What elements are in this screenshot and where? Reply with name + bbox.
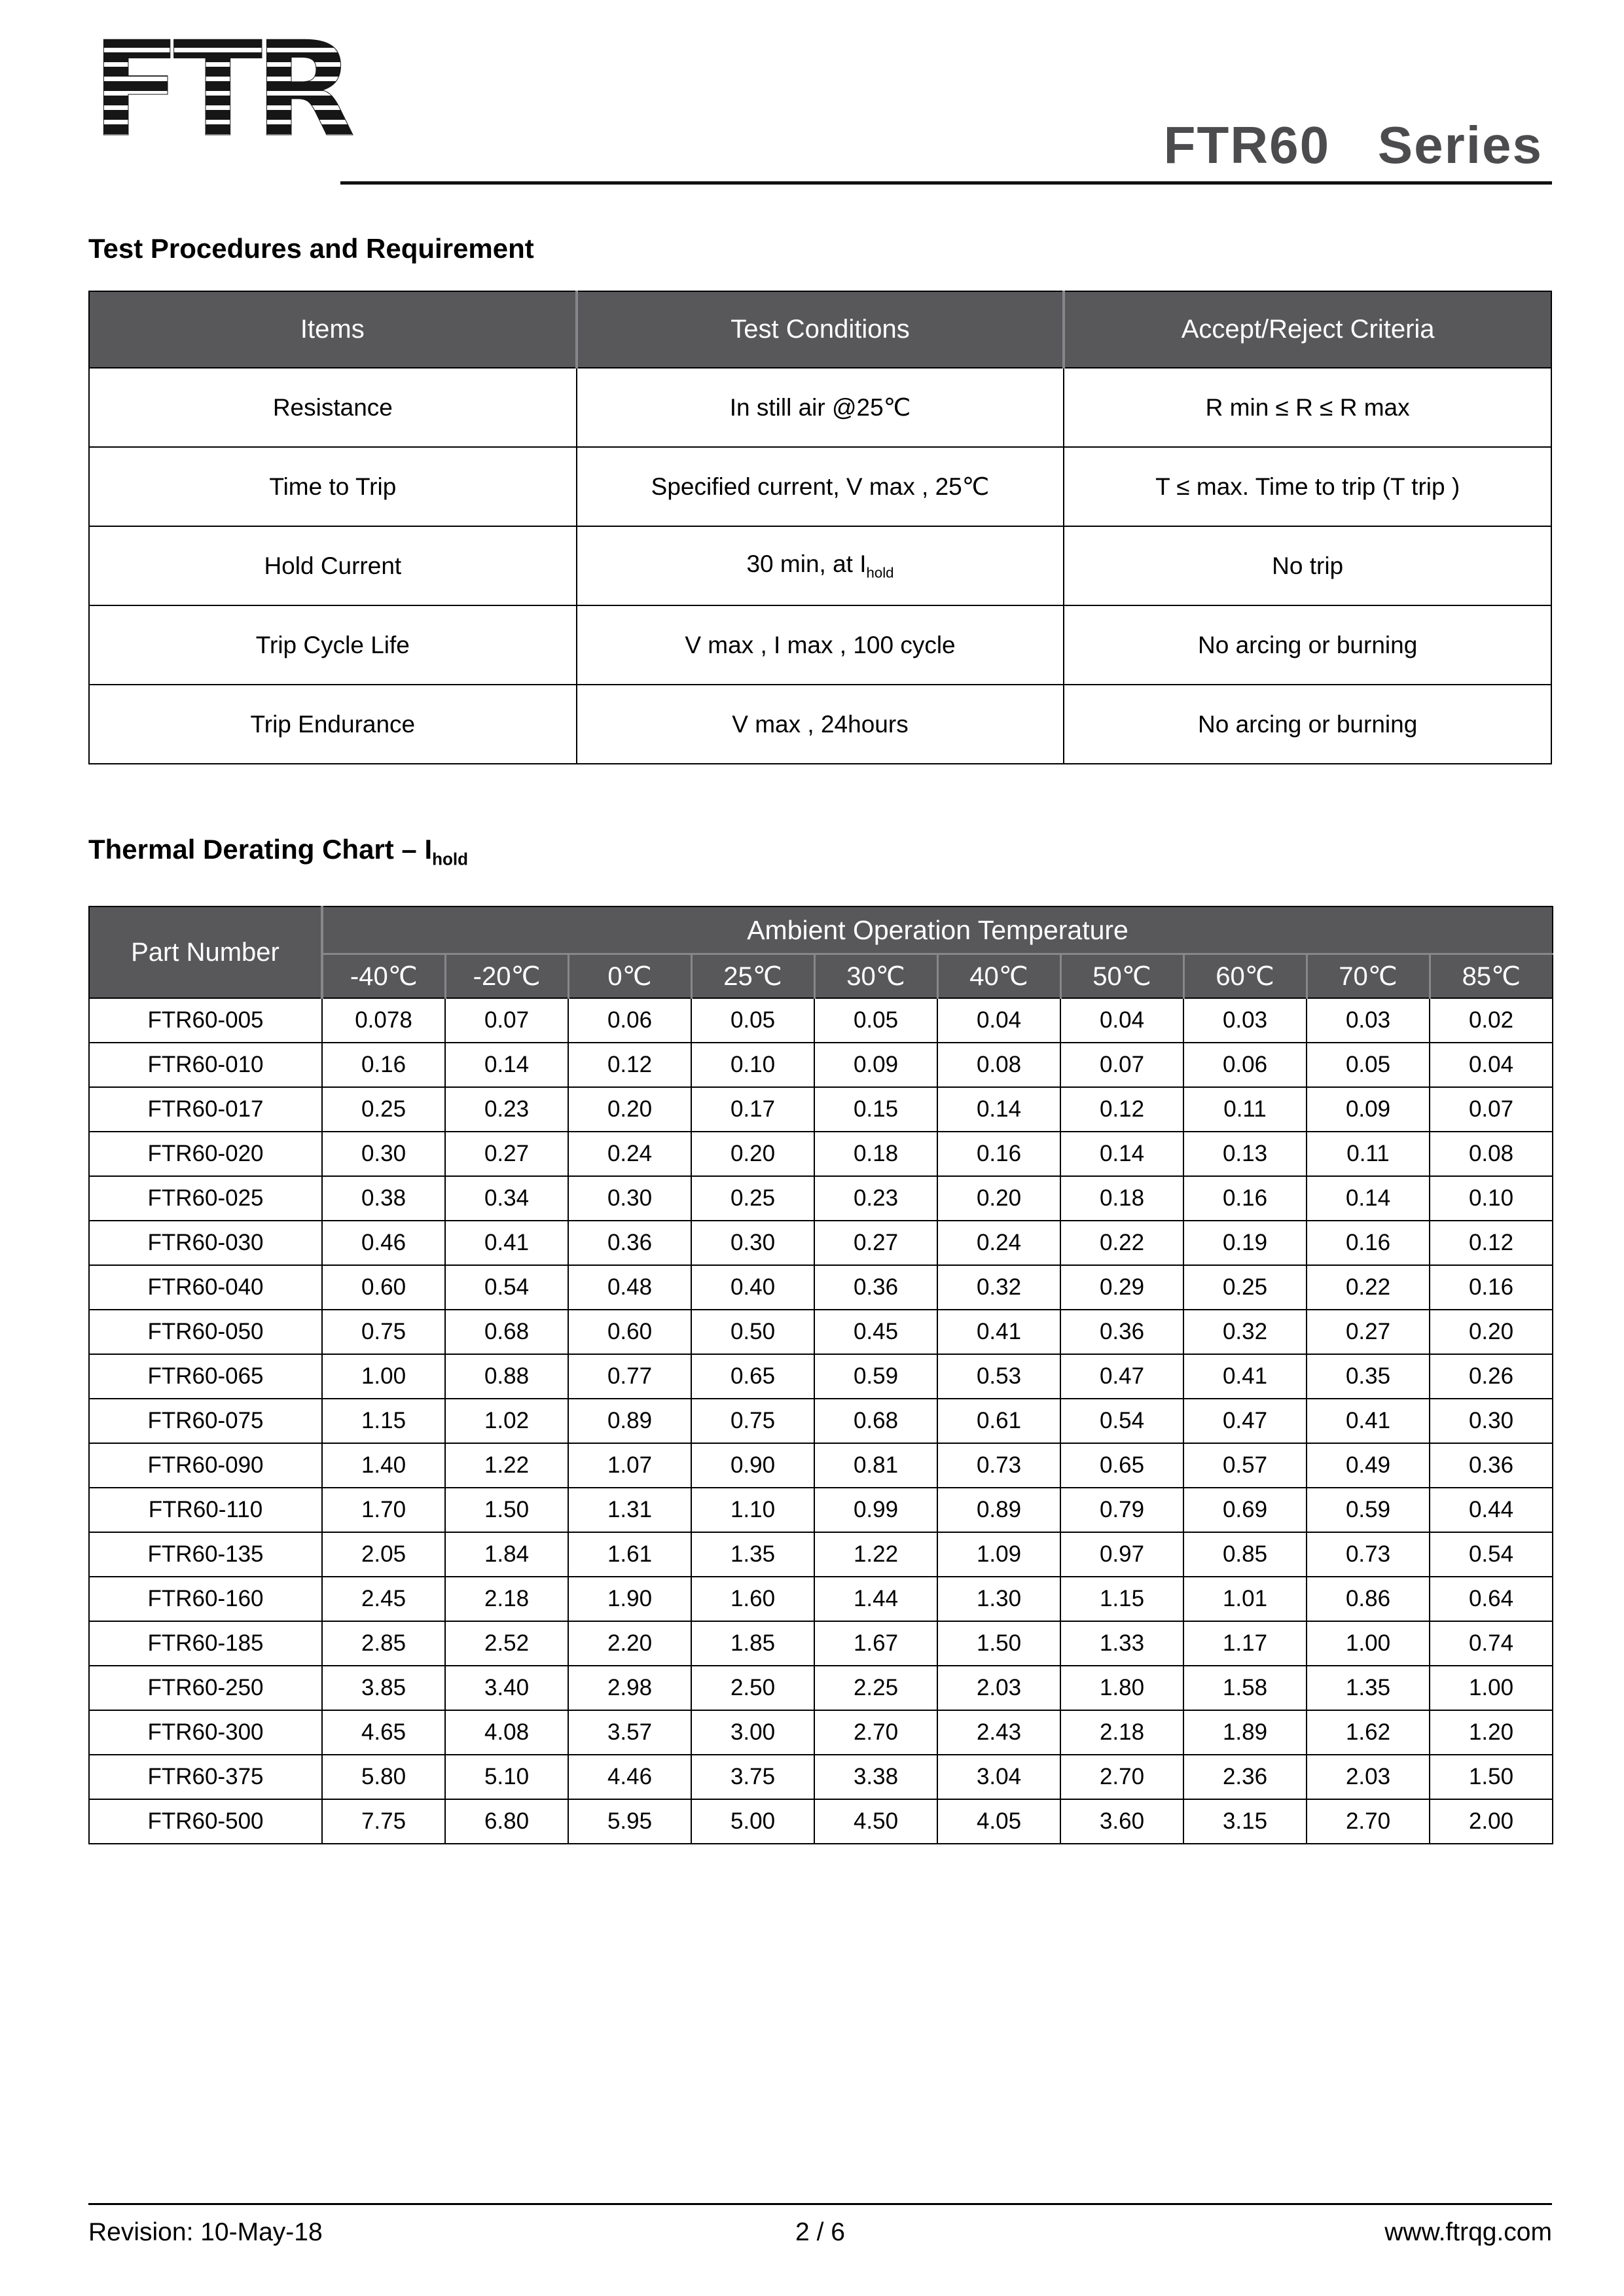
derating-value-cell: 0.05 — [691, 998, 814, 1043]
derating-value-cell: 1.00 — [1430, 1666, 1553, 1710]
derating-value-cell: 0.30 — [1430, 1399, 1553, 1443]
derating-row — [89, 1799, 1553, 1844]
derating-value-cell: 0.11 — [1183, 1087, 1307, 1132]
derating-value-cell: 1.00 — [1307, 1621, 1430, 1666]
derating-value-cell: 2.05 — [322, 1532, 445, 1577]
derating-row — [89, 1132, 1553, 1176]
derating-value-cell: 0.30 — [691, 1221, 814, 1265]
derating-value-cell: 3.15 — [1183, 1799, 1307, 1844]
test-condition-cell: V max , I max , 100 cycle — [577, 605, 1064, 685]
derating-value-cell: 0.02 — [1430, 998, 1553, 1043]
derating-value-cell: 5.80 — [322, 1755, 445, 1799]
derating-value-cell: 1.62 — [1307, 1710, 1430, 1755]
derating-row — [89, 1310, 1553, 1354]
derating-value-cell: 1.50 — [445, 1488, 568, 1532]
part-number-cell: FTR60-020 — [89, 1132, 322, 1176]
part-number-cell: FTR60-135 — [89, 1532, 322, 1577]
derating-value-cell: 0.24 — [568, 1132, 691, 1176]
derating-value-cell: 0.12 — [568, 1043, 691, 1087]
derating-value-cell: 0.08 — [1430, 1132, 1553, 1176]
derating-value-cell: 0.14 — [937, 1087, 1060, 1132]
part-number-header: Part Number — [89, 906, 322, 998]
test-criteria-cell: T ≤ max. Time to trip (T trip ) — [1064, 447, 1551, 526]
derating-row — [89, 1488, 1553, 1532]
derating-value-cell: 0.12 — [1430, 1221, 1553, 1265]
derating-value-cell: 0.08 — [937, 1043, 1060, 1087]
derating-value-cell: 0.07 — [1430, 1087, 1553, 1132]
derating-value-cell: 0.36 — [1060, 1310, 1183, 1354]
ambient-temp-group-header: Ambient Operation Temperature — [322, 906, 1553, 954]
derating-row — [89, 1621, 1553, 1666]
derating-value-cell: 1.44 — [814, 1577, 937, 1621]
derating-value-cell: 0.15 — [814, 1087, 937, 1132]
part-number-cell: FTR60-375 — [89, 1755, 322, 1799]
derating-value-cell: 0.32 — [937, 1265, 1060, 1310]
derating-value-cell: 1.20 — [1430, 1710, 1553, 1755]
series-title: FTR60 Series — [1163, 116, 1543, 174]
temp-header-cell: 30℃ — [814, 954, 937, 998]
test-item-cell: Hold Current — [89, 526, 577, 605]
derating-value-cell: 0.41 — [1183, 1354, 1307, 1399]
temp-header-cell: 40℃ — [937, 954, 1060, 998]
test-table-head — [89, 291, 1551, 368]
temp-header-cell: -20℃ — [445, 954, 568, 998]
derating-value-cell: 0.47 — [1183, 1399, 1307, 1443]
derating-value-cell: 0.25 — [322, 1087, 445, 1132]
part-number-cell: FTR60-030 — [89, 1221, 322, 1265]
derating-value-cell: 2.45 — [322, 1577, 445, 1621]
derating-value-cell: 2.43 — [937, 1710, 1060, 1755]
derating-value-cell: 2.36 — [1183, 1755, 1307, 1799]
derating-value-cell: 0.36 — [814, 1265, 937, 1310]
derating-heading-subscript: hold — [432, 849, 469, 869]
part-number-cell: FTR60-005 — [89, 998, 322, 1043]
part-number-cell: FTR60-090 — [89, 1443, 322, 1488]
derating-heading-text: Thermal Derating Chart – I — [88, 834, 433, 865]
derating-value-cell: 1.90 — [568, 1577, 691, 1621]
test-item-cell: Trip Endurance — [89, 685, 577, 764]
derating-value-cell: 0.73 — [937, 1443, 1060, 1488]
derating-value-cell: 7.75 — [322, 1799, 445, 1844]
temp-header-cell: -40℃ — [322, 954, 445, 998]
derating-value-cell: 0.20 — [1430, 1310, 1553, 1354]
derating-row — [89, 1265, 1553, 1310]
derating-value-cell: 0.74 — [1430, 1621, 1553, 1666]
derating-value-cell: 0.30 — [322, 1132, 445, 1176]
derating-value-cell: 0.26 — [1430, 1354, 1553, 1399]
derating-value-cell: 0.53 — [937, 1354, 1060, 1399]
derating-value-cell: 2.70 — [1307, 1799, 1430, 1844]
test-condition-cell: Specified current, V max , 25℃ — [577, 447, 1064, 526]
derating-value-cell: 0.14 — [1307, 1176, 1430, 1221]
part-number-cell: FTR60-160 — [89, 1577, 322, 1621]
derating-value-cell: 0.68 — [814, 1399, 937, 1443]
derating-row — [89, 1176, 1553, 1221]
derating-value-cell: 0.36 — [1430, 1443, 1553, 1488]
derating-value-cell: 0.20 — [568, 1087, 691, 1132]
derating-value-cell: 3.40 — [445, 1666, 568, 1710]
derating-value-cell: 6.80 — [445, 1799, 568, 1844]
derating-value-cell: 0.59 — [1307, 1488, 1430, 1532]
derating-value-cell: 0.88 — [445, 1354, 568, 1399]
derating-value-cell: 0.97 — [1060, 1532, 1183, 1577]
revision-text: Revision: 10-May-18 — [88, 2218, 323, 2246]
derating-value-cell: 0.05 — [1307, 1043, 1430, 1087]
derating-value-cell: 0.20 — [937, 1176, 1060, 1221]
derating-value-cell: 0.79 — [1060, 1488, 1183, 1532]
derating-value-cell: 0.64 — [1430, 1577, 1553, 1621]
derating-value-cell: 0.18 — [814, 1132, 937, 1176]
derating-value-cell: 4.05 — [937, 1799, 1060, 1844]
derating-value-cell: 1.31 — [568, 1488, 691, 1532]
derating-value-cell: 0.27 — [1307, 1310, 1430, 1354]
derating-value-cell: 1.07 — [568, 1443, 691, 1488]
derating-value-cell: 3.85 — [322, 1666, 445, 1710]
derating-value-cell: 0.16 — [1183, 1176, 1307, 1221]
derating-value-cell: 0.75 — [691, 1399, 814, 1443]
derating-value-cell: 2.03 — [937, 1666, 1060, 1710]
test-table-row — [89, 368, 1551, 447]
derating-table — [88, 906, 1553, 1844]
derating-value-cell: 0.07 — [1060, 1043, 1183, 1087]
derating-value-cell: 1.02 — [445, 1399, 568, 1443]
derating-value-cell: 1.33 — [1060, 1621, 1183, 1666]
derating-value-cell: 1.35 — [691, 1532, 814, 1577]
derating-table-head — [89, 906, 1553, 998]
derating-value-cell: 0.10 — [1430, 1176, 1553, 1221]
derating-row — [89, 1087, 1553, 1132]
derating-value-cell: 2.85 — [322, 1621, 445, 1666]
derating-value-cell: 1.85 — [691, 1621, 814, 1666]
derating-value-cell: 0.078 — [322, 998, 445, 1043]
derating-value-cell: 4.65 — [322, 1710, 445, 1755]
derating-value-cell: 0.65 — [691, 1354, 814, 1399]
derating-value-cell: 0.04 — [1430, 1043, 1553, 1087]
derating-value-cell: 1.01 — [1183, 1577, 1307, 1621]
derating-row — [89, 1755, 1553, 1799]
test-table-body — [89, 368, 1551, 764]
derating-value-cell: 1.00 — [322, 1354, 445, 1399]
derating-value-cell: 0.06 — [1183, 1043, 1307, 1087]
derating-value-cell: 3.57 — [568, 1710, 691, 1755]
derating-value-cell: 0.41 — [937, 1310, 1060, 1354]
derating-value-cell: 0.14 — [445, 1043, 568, 1087]
derating-value-cell: 2.50 — [691, 1666, 814, 1710]
derating-value-cell: 1.09 — [937, 1532, 1060, 1577]
test-criteria-cell: No trip — [1064, 526, 1551, 605]
derating-value-cell: 1.22 — [814, 1532, 937, 1577]
part-number-cell: FTR60-075 — [89, 1399, 322, 1443]
derating-value-cell: 0.38 — [322, 1176, 445, 1221]
derating-value-cell: 1.17 — [1183, 1621, 1307, 1666]
test-table-header-cell: Accept/Reject Criteria — [1064, 291, 1551, 368]
derating-value-cell: 0.12 — [1060, 1087, 1183, 1132]
part-number-cell: FTR60-017 — [89, 1087, 322, 1132]
derating-row — [89, 1532, 1553, 1577]
derating-value-cell: 0.24 — [937, 1221, 1060, 1265]
derating-value-cell: 1.50 — [1430, 1755, 1553, 1799]
derating-row — [89, 1443, 1553, 1488]
part-number-cell: FTR60-040 — [89, 1265, 322, 1310]
test-table-row — [89, 526, 1551, 605]
derating-value-cell: 0.99 — [814, 1488, 937, 1532]
page-number: 2 / 6 — [795, 2218, 845, 2246]
derating-value-cell: 0.25 — [1183, 1265, 1307, 1310]
derating-value-cell: 0.90 — [691, 1443, 814, 1488]
ftr-logo — [92, 24, 353, 154]
derating-value-cell: 0.65 — [1060, 1443, 1183, 1488]
derating-row — [89, 998, 1553, 1043]
derating-value-cell: 0.18 — [1060, 1176, 1183, 1221]
derating-value-cell: 1.60 — [691, 1577, 814, 1621]
page-header — [88, 0, 1552, 185]
test-table-row — [89, 605, 1551, 685]
derating-value-cell: 2.18 — [445, 1577, 568, 1621]
derating-value-cell: 0.16 — [322, 1043, 445, 1087]
derating-value-cell: 0.27 — [445, 1132, 568, 1176]
part-number-cell: FTR60-025 — [89, 1176, 322, 1221]
derating-value-cell: 0.60 — [322, 1265, 445, 1310]
part-number-cell: FTR60-250 — [89, 1666, 322, 1710]
derating-value-cell: 3.60 — [1060, 1799, 1183, 1844]
derating-row — [89, 1221, 1553, 1265]
derating-value-cell: 0.05 — [814, 998, 937, 1043]
page-content — [88, 0, 1552, 1844]
test-table-row — [89, 685, 1551, 764]
part-number-cell: FTR60-300 — [89, 1710, 322, 1755]
derating-value-cell: 2.70 — [1060, 1755, 1183, 1799]
derating-value-cell: 0.57 — [1183, 1443, 1307, 1488]
test-table — [88, 291, 1552, 764]
derating-value-cell: 0.23 — [814, 1176, 937, 1221]
derating-value-cell: 0.07 — [445, 998, 568, 1043]
derating-value-cell: 0.77 — [568, 1354, 691, 1399]
test-item-cell: Resistance — [89, 368, 577, 447]
derating-value-cell: 0.81 — [814, 1443, 937, 1488]
derating-value-cell: 0.41 — [445, 1221, 568, 1265]
test-condition-cell: V max , 24hours — [577, 685, 1064, 764]
derating-value-cell: 0.69 — [1183, 1488, 1307, 1532]
derating-value-cell: 2.98 — [568, 1666, 691, 1710]
derating-value-cell: 0.06 — [568, 998, 691, 1043]
derating-value-cell: 0.68 — [445, 1310, 568, 1354]
derating-value-cell: 0.54 — [1060, 1399, 1183, 1443]
derating-value-cell: 0.09 — [1307, 1087, 1430, 1132]
derating-value-cell: 0.16 — [1307, 1221, 1430, 1265]
derating-value-cell: 0.32 — [1183, 1310, 1307, 1354]
test-item-cell: Time to Trip — [89, 447, 577, 526]
test-table-row — [89, 447, 1551, 526]
derating-value-cell: 0.44 — [1430, 1488, 1553, 1532]
test-criteria-cell: No arcing or burning — [1064, 685, 1551, 764]
derating-value-cell: 1.50 — [937, 1621, 1060, 1666]
derating-value-cell: 3.75 — [691, 1755, 814, 1799]
part-number-cell: FTR60-185 — [89, 1621, 322, 1666]
derating-value-cell: 0.22 — [1060, 1221, 1183, 1265]
derating-value-cell: 0.45 — [814, 1310, 937, 1354]
derating-row — [89, 1710, 1553, 1755]
derating-value-cell: 0.10 — [691, 1043, 814, 1087]
derating-value-cell: 0.16 — [937, 1132, 1060, 1176]
derating-value-cell: 1.58 — [1183, 1666, 1307, 1710]
derating-value-cell: 3.04 — [937, 1755, 1060, 1799]
derating-value-cell: 0.48 — [568, 1265, 691, 1310]
temp-header-cell: 70℃ — [1307, 954, 1430, 998]
derating-value-cell: 2.70 — [814, 1710, 937, 1755]
derating-value-cell: 0.04 — [937, 998, 1060, 1043]
website-text: www.ftrqg.com — [1384, 2218, 1552, 2246]
derating-value-cell: 0.04 — [1060, 998, 1183, 1043]
derating-row — [89, 1577, 1553, 1621]
part-number-cell: FTR60-500 — [89, 1799, 322, 1844]
derating-value-cell: 0.89 — [937, 1488, 1060, 1532]
derating-value-cell: 0.73 — [1307, 1532, 1430, 1577]
derating-table-body — [89, 998, 1553, 1844]
derating-value-cell: 0.35 — [1307, 1354, 1430, 1399]
derating-row — [89, 1666, 1553, 1710]
page-footer — [88, 2203, 1552, 2247]
test-table-header-row — [89, 291, 1551, 368]
part-number-cell: FTR60-110 — [89, 1488, 322, 1532]
derating-value-cell: 4.46 — [568, 1755, 691, 1799]
derating-value-cell: 2.25 — [814, 1666, 937, 1710]
derating-row — [89, 1354, 1553, 1399]
derating-value-cell: 2.00 — [1430, 1799, 1553, 1844]
derating-value-cell: 0.47 — [1060, 1354, 1183, 1399]
derating-value-cell: 1.89 — [1183, 1710, 1307, 1755]
test-criteria-cell: No arcing or burning — [1064, 605, 1551, 685]
derating-value-cell: 0.40 — [691, 1265, 814, 1310]
test-condition-cell: In still air @25℃ — [577, 368, 1064, 447]
subscript-text: hold — [866, 564, 894, 581]
derating-value-cell: 0.09 — [814, 1043, 937, 1087]
derating-value-cell: 0.46 — [322, 1221, 445, 1265]
derating-value-cell: 3.00 — [691, 1710, 814, 1755]
derating-value-cell: 1.70 — [322, 1488, 445, 1532]
test-condition-cell: 30 min, at $I_{hold}$ — [577, 526, 1064, 605]
derating-section-heading — [88, 834, 1552, 869]
derating-value-cell: 0.23 — [445, 1087, 568, 1132]
derating-value-cell: 0.16 — [1430, 1265, 1553, 1310]
derating-value-cell: 1.35 — [1307, 1666, 1430, 1710]
derating-value-cell: 1.22 — [445, 1443, 568, 1488]
temp-header-cell: 0℃ — [568, 954, 691, 998]
derating-value-cell: 1.15 — [322, 1399, 445, 1443]
derating-value-cell: 0.27 — [814, 1221, 937, 1265]
derating-value-cell: 0.60 — [568, 1310, 691, 1354]
derating-value-cell: 5.95 — [568, 1799, 691, 1844]
derating-header-row-1 — [89, 906, 1553, 954]
part-number-cell: FTR60-050 — [89, 1310, 322, 1354]
derating-value-cell: 1.80 — [1060, 1666, 1183, 1710]
derating-value-cell: 0.17 — [691, 1087, 814, 1132]
derating-value-cell: 0.34 — [445, 1176, 568, 1221]
test-criteria-cell: R min ≤ R ≤ R max — [1064, 368, 1551, 447]
derating-value-cell: 0.36 — [568, 1221, 691, 1265]
part-number-cell: FTR60-010 — [89, 1043, 322, 1087]
derating-value-cell: 1.10 — [691, 1488, 814, 1532]
derating-value-cell: 2.20 — [568, 1621, 691, 1666]
test-table-header-cell: Items — [89, 291, 577, 368]
derating-value-cell: 1.30 — [937, 1577, 1060, 1621]
test-item-cell: Trip Cycle Life — [89, 605, 577, 685]
temp-header-cell: 60℃ — [1183, 954, 1307, 998]
derating-value-cell: 1.67 — [814, 1621, 937, 1666]
derating-row — [89, 1043, 1553, 1087]
derating-value-cell: 0.89 — [568, 1399, 691, 1443]
derating-value-cell: 2.52 — [445, 1621, 568, 1666]
part-number-cell: FTR60-065 — [89, 1354, 322, 1399]
derating-value-cell: 0.61 — [937, 1399, 1060, 1443]
derating-value-cell: 2.18 — [1060, 1710, 1183, 1755]
derating-value-cell: 0.13 — [1183, 1132, 1307, 1176]
temp-header-cell: 50℃ — [1060, 954, 1183, 998]
logo-text: FTR — [92, 24, 348, 154]
derating-value-cell: 0.14 — [1060, 1132, 1183, 1176]
temp-header-cell: 85℃ — [1430, 954, 1553, 998]
derating-value-cell: 1.84 — [445, 1532, 568, 1577]
derating-value-cell: 1.15 — [1060, 1577, 1183, 1621]
derating-value-cell: 1.40 — [322, 1443, 445, 1488]
test-section-heading: Test Procedures and Requirement — [88, 233, 534, 264]
derating-value-cell: 0.75 — [322, 1310, 445, 1354]
derating-value-cell: 0.85 — [1183, 1532, 1307, 1577]
temp-header-cell: 25℃ — [691, 954, 814, 998]
derating-value-cell: 0.54 — [1430, 1532, 1553, 1577]
derating-value-cell: 0.22 — [1307, 1265, 1430, 1310]
derating-value-cell: 0.30 — [568, 1176, 691, 1221]
derating-value-cell: 4.50 — [814, 1799, 937, 1844]
derating-value-cell: 0.19 — [1183, 1221, 1307, 1265]
derating-row — [89, 1399, 1553, 1443]
derating-value-cell: 0.59 — [814, 1354, 937, 1399]
derating-value-cell: 0.03 — [1307, 998, 1430, 1043]
derating-value-cell: 2.03 — [1307, 1755, 1430, 1799]
derating-value-cell: 5.00 — [691, 1799, 814, 1844]
derating-value-cell: 0.86 — [1307, 1577, 1430, 1621]
derating-value-cell: 0.41 — [1307, 1399, 1430, 1443]
test-table-header-cell: Test Conditions — [577, 291, 1064, 368]
derating-value-cell: 0.29 — [1060, 1265, 1183, 1310]
derating-value-cell: 0.25 — [691, 1176, 814, 1221]
derating-value-cell: 0.54 — [445, 1265, 568, 1310]
derating-value-cell: 0.20 — [691, 1132, 814, 1176]
derating-value-cell: 0.11 — [1307, 1132, 1430, 1176]
derating-value-cell: 1.61 — [568, 1532, 691, 1577]
derating-value-cell: 4.08 — [445, 1710, 568, 1755]
derating-value-cell: 0.49 — [1307, 1443, 1430, 1488]
derating-value-cell: 3.38 — [814, 1755, 937, 1799]
derating-value-cell: 5.10 — [445, 1755, 568, 1799]
derating-value-cell: 0.50 — [691, 1310, 814, 1354]
header-rule — [340, 181, 1552, 185]
derating-value-cell: 0.03 — [1183, 998, 1307, 1043]
